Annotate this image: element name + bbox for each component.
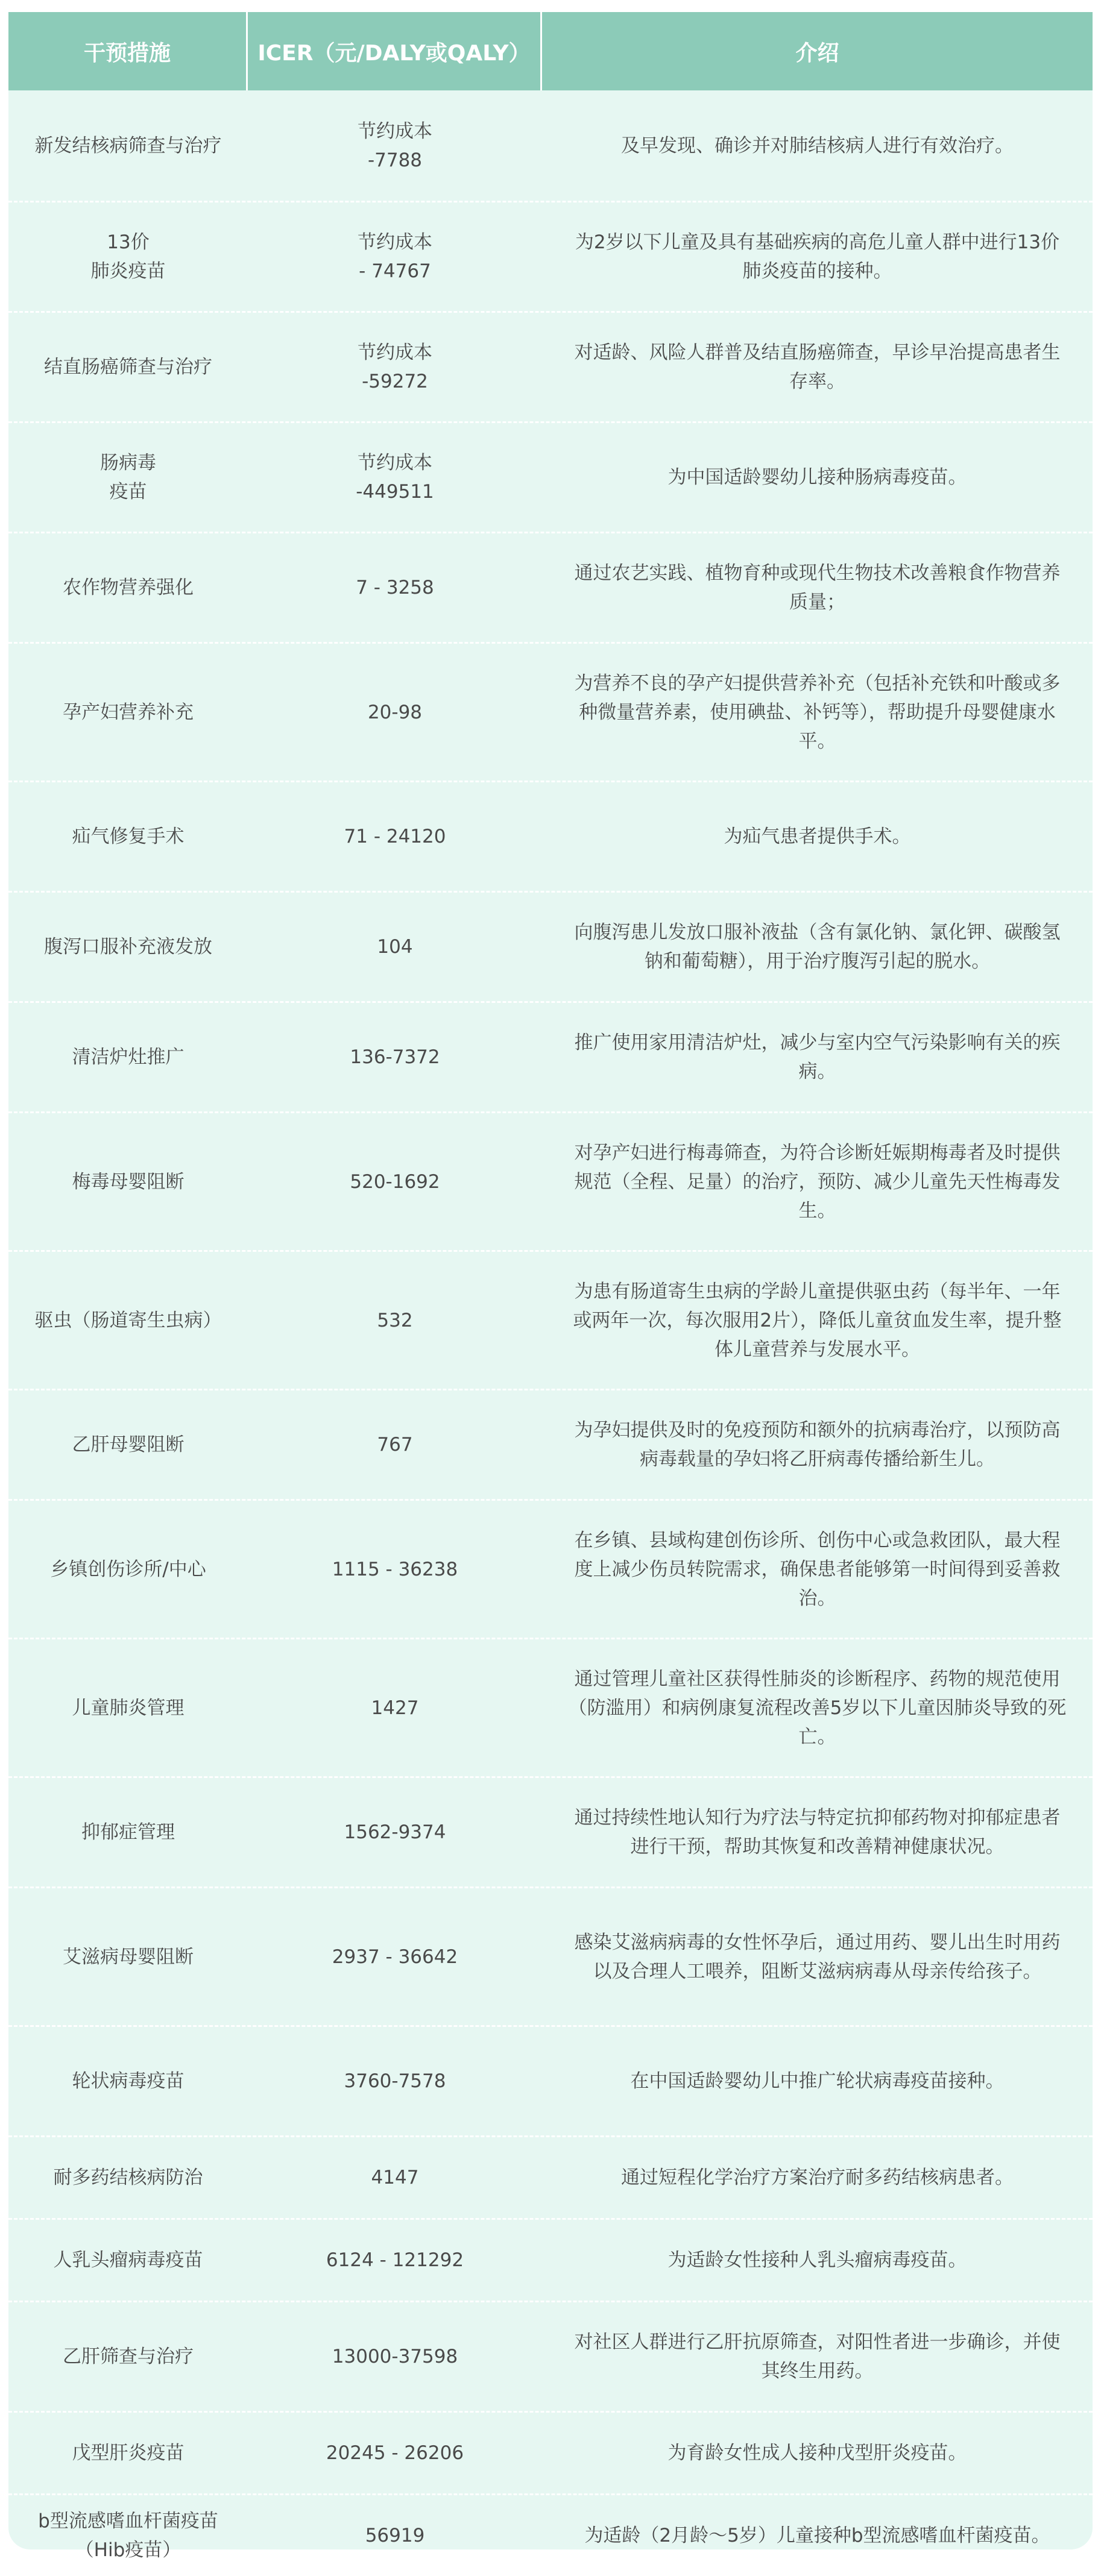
cell-measure: 戊型肝炎疫苗 — [72, 2442, 185, 2464]
cell-intro: 为患有肠道寄生虫病的学龄儿童提供驱虫药（每半年、一年或两年一次，每次服用2片），降低儿童贫血发生率，提升整体儿童营养与发展水平。 — [573, 1280, 1062, 1360]
cell-measure: 新发结核病筛查与治疗 — [34, 134, 222, 157]
cell-measure: 乡镇创伤诊所/中心 — [50, 1558, 206, 1580]
cell-icer: 136-7372 — [350, 1046, 440, 1068]
table-row — [8, 2495, 1093, 2576]
table-row — [8, 2137, 1093, 2218]
table-row — [8, 533, 1093, 642]
cell-measure: 13价 肺炎疫苗 — [90, 231, 166, 282]
interventions-table — [8, 12, 1093, 2561]
cell-icer: 7 - 3258 — [356, 577, 434, 598]
cell-measure: 孕产妇营养补充 — [63, 701, 194, 723]
cell-intro: 在中国适龄婴幼儿中推广轮状病毒疫苗接种。 — [630, 2070, 1005, 2092]
cell-intro: 对孕产妇进行梅毒筛查，为符合诊断妊娠期梅毒者及时提供规范（全程、足量）的治疗，预防、减少儿童先天性梅毒发生。 — [574, 1142, 1061, 1222]
cell-icer: 3760-7578 — [344, 2070, 446, 2092]
cell-icer: 节约成本 -7788 — [358, 120, 432, 171]
cell-intro: 及早发现、确诊并对肺结核病人进行有效治疗。 — [621, 134, 1014, 157]
cell-measure: 艾滋病母婴阻断 — [63, 1946, 194, 1968]
cell-icer: 4147 — [371, 2167, 419, 2188]
cell-intro: 对适龄、风险人群普及结直肠癌筛查，早诊早治提高患者生存率。 — [574, 342, 1061, 392]
cell-icer: 71 - 24120 — [344, 826, 446, 847]
cell-icer: 节约成本 -449511 — [356, 452, 434, 503]
table-header — [8, 12, 1093, 90]
cell-intro: 对社区人群进行乙肝抗原筛查，对阳性者进一步确诊，并使其终生用药。 — [574, 2331, 1061, 2382]
cell-measure: 乙肝筛查与治疗 — [63, 2346, 194, 2367]
cell-measure: b型流感嗜血杆菌疫苗（Hib疫苗） — [38, 2510, 218, 2561]
table-row — [8, 2413, 1093, 2493]
cell-measure: 结直肠癌筛查与治疗 — [44, 356, 212, 378]
table-row — [8, 1390, 1093, 1499]
table-row — [8, 313, 1093, 421]
cell-icer: 1562-9374 — [344, 1821, 446, 1843]
table-row — [8, 423, 1093, 532]
cell-intro: 感染艾滋病病毒的女性怀孕后，通过用药、婴儿出生时用药以及合理人工喂养，阻断艾滋病病毒从母亲传给孩子。 — [574, 1931, 1061, 1982]
table-row — [8, 782, 1093, 891]
cell-measure: 耐多药结核病防治 — [53, 2167, 203, 2188]
table-row — [8, 1003, 1093, 1111]
cell-intro: 在乡镇、县域构建创伤诊所、创伤中心或急救团队，最大程度上减少伤员转院需求，确保患者能够第一时间得到妥善救治。 — [574, 1529, 1061, 1609]
cell-measure: 疝气修复手术 — [72, 826, 185, 847]
table-row — [8, 1639, 1093, 1776]
cell-icer: 1115 - 36238 — [332, 1558, 458, 1580]
table-row — [8, 644, 1093, 781]
cell-intro: 为适龄（2月龄～5岁）儿童接种b型流感嗜血杆菌疫苗。 — [584, 2525, 1050, 2546]
table-row — [8, 2027, 1093, 2135]
cell-intro: 为营养不良的孕产妇提供营养补充（包括补充铁和叶酸或多种微量营养素，使用碘盐、补钙等），帮助提升母婴健康水平。 — [574, 672, 1061, 752]
cell-intro: 向腹泻患儿发放口服补液盐（含有氯化钠、氯化钾、碳酸氢钠和葡萄糖），用于治疗腹泻引起的脱水。 — [574, 922, 1061, 972]
header-icer: ICER（元/DALY或QALY） — [248, 12, 542, 90]
cell-icer: 520-1692 — [350, 1170, 440, 1193]
cell-measure: 人乳头瘤病毒疫苗 — [53, 2249, 203, 2271]
cell-measure: 清洁炉灶推广 — [72, 1046, 185, 1068]
cell-intro: 为中国适龄婴幼儿接种肠病毒疫苗。 — [667, 467, 967, 488]
cell-measure: 腹泻口服补充液发放 — [44, 936, 212, 958]
cell-measure: 乙肝母婴阻断 — [72, 1434, 185, 1456]
cell-intro: 通过短程化学治疗方案治疗耐多药结核病患者。 — [621, 2167, 1014, 2188]
table-row — [8, 1778, 1093, 1886]
cell-icer: 13000-37598 — [332, 2346, 458, 2367]
cell-icer: 20245 - 26206 — [326, 2442, 464, 2464]
cell-intro: 通过管理儿童社区获得性肺炎的诊断程序、药物的规范使用（防滥用）和病例康复流程改善5岁以下儿童因肺炎导致的死亡。 — [568, 1668, 1067, 1748]
cell-icer: 2937 - 36642 — [332, 1946, 458, 1968]
cell-measure: 轮状病毒疫苗 — [72, 2070, 185, 2092]
cell-icer: 20-98 — [367, 701, 423, 723]
cell-icer: 节约成本 -59272 — [358, 342, 432, 392]
header-measure: 干预措施 — [8, 12, 248, 90]
cell-icer: 1427 — [371, 1697, 419, 1719]
table-row — [8, 90, 1093, 201]
cell-intro: 为疝气患者提供手术。 — [724, 826, 911, 847]
cell-icer: 56919 — [365, 2525, 425, 2546]
table-row — [8, 1501, 1093, 1638]
cell-intro: 为2岁以下儿童及具有基础疾病的高危儿童人群中进行13价肺炎疫苗的接种。 — [575, 231, 1060, 282]
cell-icer: 532 — [377, 1309, 413, 1331]
header-intro: 介绍 — [795, 40, 839, 66]
cell-measure: 肠病毒 疫苗 — [100, 452, 156, 503]
cell-intro: 通过持续性地认知行为疗法与特定抗抑郁药物对抑郁症患者进行干预，帮助其恢复和改善精神健康状况。 — [574, 1807, 1061, 1858]
cell-measure: 农作物营养强化 — [63, 577, 194, 598]
table-row — [8, 2302, 1093, 2411]
cell-measure: 梅毒母婴阻断 — [72, 1170, 185, 1193]
cell-measure: 驱虫（肠道寄生虫病） — [34, 1309, 222, 1331]
cell-icer: 104 — [377, 936, 413, 958]
table-row — [8, 1888, 1093, 2025]
cell-measure: 儿童肺炎管理 — [72, 1697, 185, 1719]
table-body — [8, 90, 1093, 2576]
cell-intro: 为孕妇提供及时的免疫预防和额外的抗病毒治疗，以预防高病毒载量的孕妇将乙肝病毒传播给新生儿。 — [574, 1419, 1061, 1470]
table-row — [8, 1252, 1093, 1389]
cell-intro: 通过农艺实践、植物育种或现代生物技术改善粮食作物营养质量； — [574, 562, 1061, 613]
table-row — [8, 203, 1093, 311]
cell-intro: 推广使用家用清洁炉灶，减少与室内空气污染影响有关的疾病。 — [574, 1032, 1061, 1082]
cell-icer: 767 — [377, 1434, 413, 1456]
cell-measure: 抑郁症管理 — [81, 1821, 175, 1843]
cell-intro: 为育龄女性成人接种戊型肝炎疫苗。 — [667, 2442, 967, 2464]
table-row — [8, 1113, 1093, 1250]
cell-icer: 节约成本 - 74767 — [358, 231, 432, 282]
cell-intro: 为适龄女性接种人乳头瘤病毒疫苗。 — [667, 2249, 967, 2271]
cell-icer: 6124 - 121292 — [326, 2249, 464, 2271]
table-row — [8, 893, 1093, 1001]
table-row — [8, 2220, 1093, 2301]
